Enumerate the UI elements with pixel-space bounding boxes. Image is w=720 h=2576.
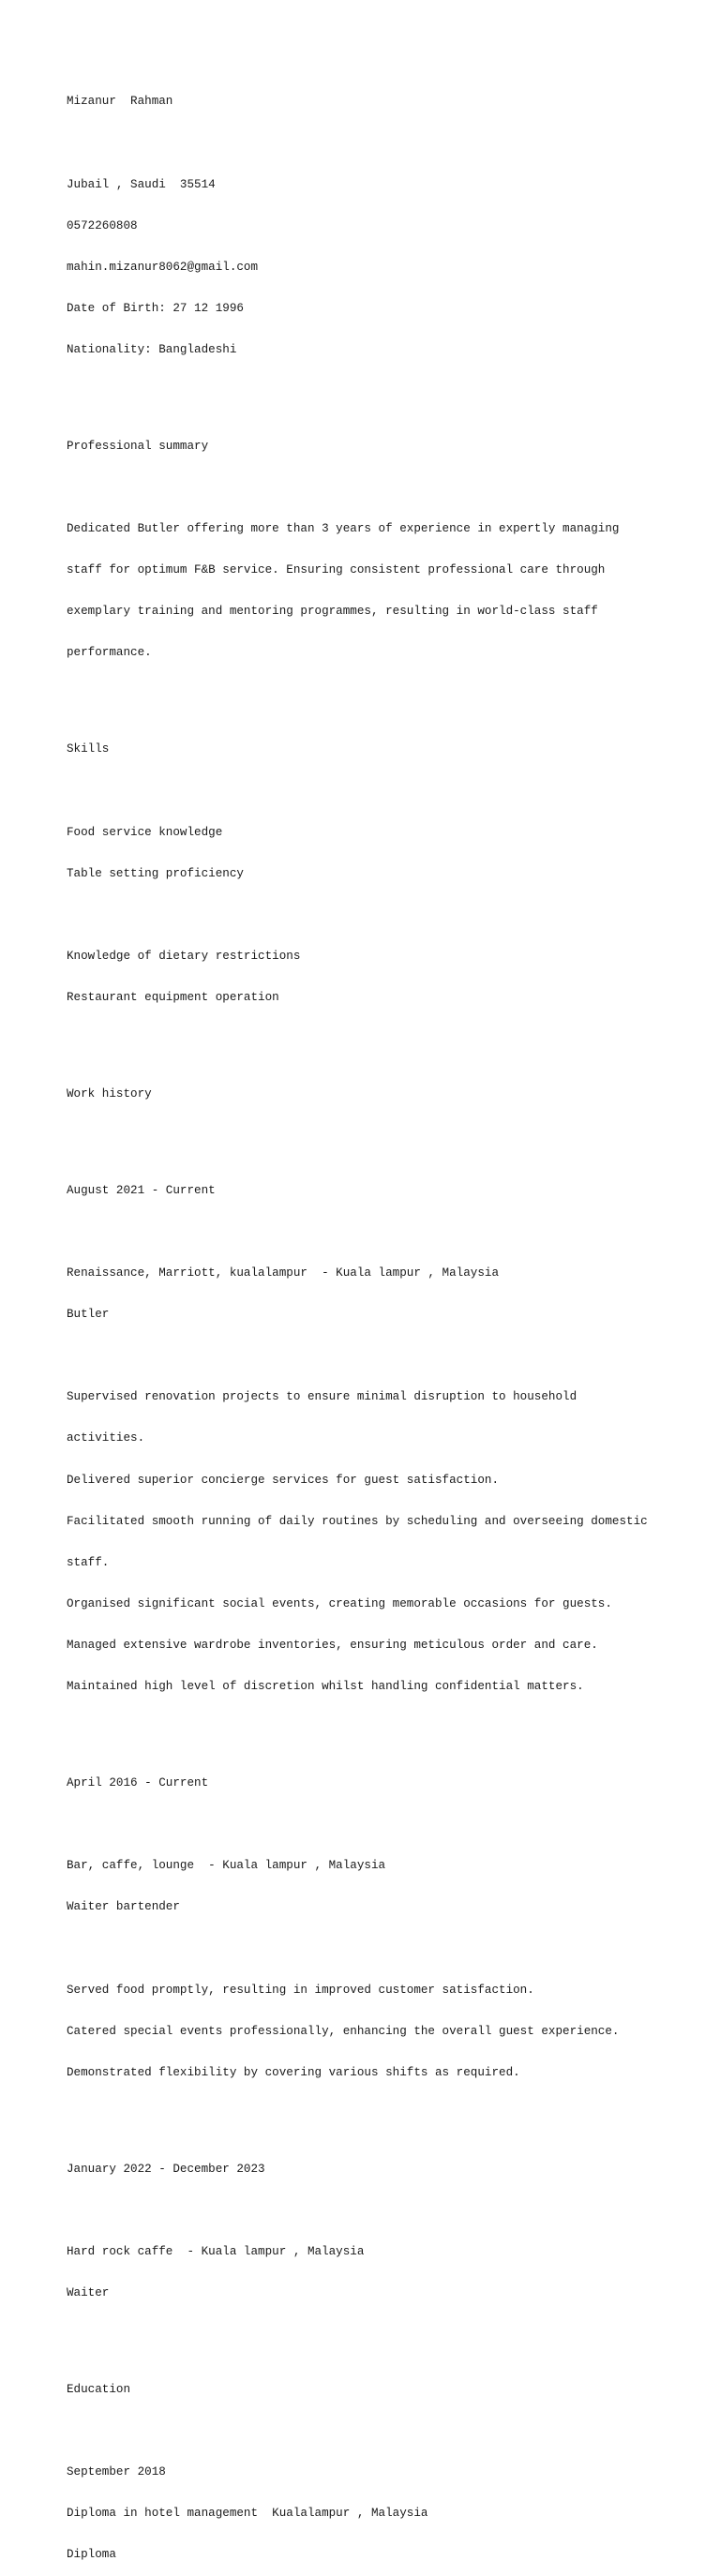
spacer — [67, 1349, 685, 1363]
job-dates: April 2016 - Current — [67, 1776, 209, 1790]
spacer — [67, 1721, 685, 1735]
date-of-birth: Date of Birth: 27 12 1996 — [67, 301, 244, 315]
job-employer: Hard rock caffe - Kuala lampur , Malaysia — [67, 2244, 365, 2258]
work-history-heading: Work history — [67, 1086, 152, 1101]
job-duty: Demonstrated flexibility by covering various shifts as required. — [67, 2065, 520, 2079]
email: mahin.mizanur8062@gmail.com — [67, 260, 259, 274]
spacer — [67, 785, 685, 799]
job-duty: Delivered superior concierge services for guest satisfaction. — [67, 1473, 500, 1487]
spacer — [67, 1818, 685, 1832]
skill-item: Table setting proficiency — [67, 866, 244, 880]
education-degree: Diploma — [67, 2548, 116, 2562]
education-program: Diploma in hotel management Kualalampur , Malaysia — [67, 2507, 428, 2521]
job-duty: Managed extensive wardrobe inventories, ensuring meticulous order and care. — [67, 1639, 598, 1652]
spacer — [67, 481, 685, 495]
job-employer: Bar, caffe, lounge - Kuala lampur , Malaysia — [67, 1859, 386, 1873]
summary-line: performance. — [67, 646, 152, 660]
address: Jubail , Saudi 35514 — [67, 177, 216, 191]
spacer — [67, 1941, 685, 1955]
phone: 0572260808 — [67, 218, 138, 232]
job-employer: Renaissance, Marriott, kualalampur - Kuala lampur , Malaysia — [67, 1266, 500, 1281]
skill-item: Knowledge of dietary restrictions — [67, 949, 301, 963]
spacer — [67, 137, 685, 151]
nationality: Nationality: Bangladeshi — [67, 343, 237, 357]
skill-item: Food service knowledge — [67, 825, 223, 839]
job-duty: Catered special events professionally, enhancing the overall guest experience. — [67, 2024, 620, 2038]
spacer — [67, 2328, 685, 2342]
spacer — [67, 2424, 685, 2438]
job-title: Butler — [67, 1308, 110, 1322]
spacer — [67, 1032, 685, 1046]
job-dates: January 2022 - December 2023 — [67, 2162, 265, 2176]
job-duty: Served food promptly, resulting in improved customer satisfaction. — [67, 1983, 534, 1997]
job-title: Waiter — [67, 2285, 110, 2299]
skills-heading: Skills — [67, 742, 110, 756]
job-duty: staff. — [67, 1555, 110, 1569]
spacer — [67, 908, 685, 922]
job-dates: August 2021 - Current — [67, 1183, 216, 1197]
education-heading: Education — [67, 2382, 131, 2396]
spacer — [67, 1225, 685, 1239]
summary-line: exemplary training and mentoring programmes, resulting in world-class staff — [67, 605, 598, 619]
resume-document — [67, 67, 685, 2576]
education-date: September 2018 — [67, 2465, 166, 2479]
job-duty: Maintained high level of discretion whilst handling confidential matters. — [67, 1680, 584, 1694]
candidate-name: Mizanur Rahman — [67, 95, 173, 109]
spacer — [67, 688, 685, 702]
summary-heading: Professional summary — [67, 439, 209, 453]
job-duty: Facilitated smooth running of daily routines by scheduling and overseeing domestic — [67, 1514, 648, 1528]
job-duty: Organised significant social events, creating memorable occasions for guests. — [67, 1596, 612, 1610]
spacer — [67, 1129, 685, 1143]
skill-item: Restaurant equipment operation — [67, 991, 279, 1005]
spacer — [67, 2204, 685, 2218]
spacer — [67, 2107, 685, 2121]
summary-line: staff for optimum F&B service. Ensuring consistent professional care through — [67, 563, 606, 577]
job-title: Waiter bartender — [67, 1900, 180, 1914]
spacer — [67, 384, 685, 398]
job-duty: Supervised renovation projects to ensure minimal disruption to household — [67, 1390, 578, 1404]
summary-line: Dedicated Butler offering more than 3 years of experience in expertly managing — [67, 522, 620, 536]
job-duty: activities. — [67, 1431, 145, 1445]
